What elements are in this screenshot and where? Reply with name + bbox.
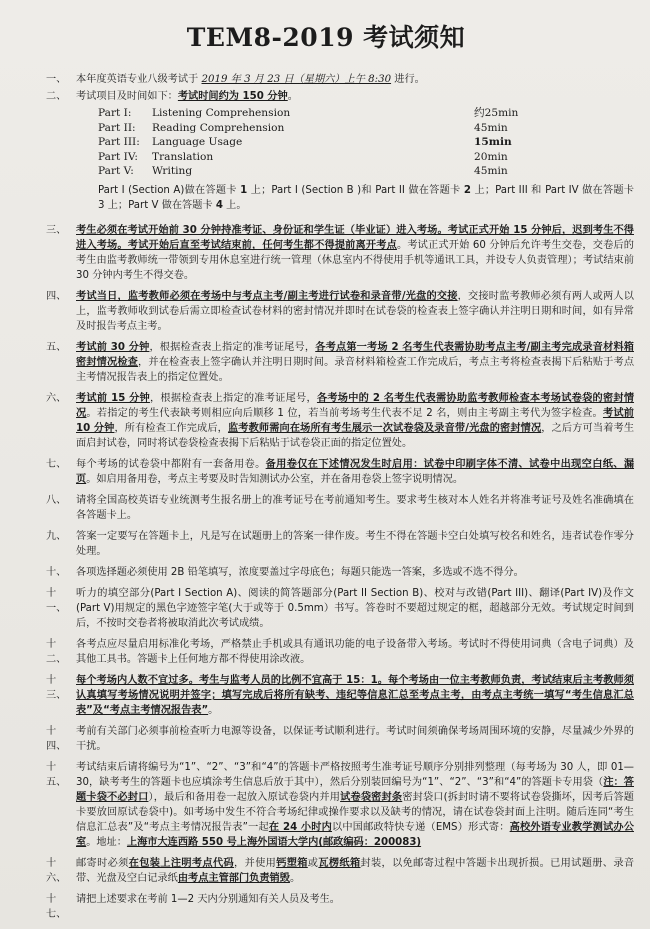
item-number: 十六、 — [46, 857, 67, 884]
text-segment: 进行。 — [391, 74, 425, 85]
item-number: 三、 — [46, 224, 67, 236]
item-text — [76, 586, 634, 631]
item-number: 四、 — [46, 290, 67, 302]
item-text — [76, 457, 634, 487]
text-segment: 。若指定的考生代表缺考则相应向后顺移 1 位，若当前考场考生代表不足 2 名，则由主考副主考代为签字检查。 — [86, 407, 603, 419]
text-segment: ，根据检查表上指定的准考证尾号， — [149, 341, 316, 353]
item-text — [76, 673, 634, 718]
text-segment: 请将全国高校英语专业统测考生报名册上的准考证号在考前通知考生。要求考生核对本人姓名并将准考证号及姓名准确填在各答题卡上。 — [76, 494, 634, 521]
item-text — [76, 89, 634, 104]
item-number: 一、 — [46, 74, 67, 85]
item-number: 九、 — [46, 530, 67, 542]
item-number: 十三、 — [46, 674, 67, 701]
text-segment: 钙塑箱 — [276, 857, 308, 869]
item-number: 二、 — [46, 91, 67, 102]
part-code: Part III: — [98, 136, 140, 149]
text-segment: 本年度英语专业八级考试于 — [76, 74, 202, 85]
item-number: 六、 — [46, 392, 67, 404]
exam-part-row — [98, 164, 634, 179]
text-segment: ，并使用 — [234, 857, 277, 869]
text-segment: 听力的填空部分(Part I Section A)、阅读的简答题部分(Part II Section B)、校对与改错(Part III)、翻译(Part IV)及作文(Part V)用规定的黑色字迹签字笔(大于或等于 0.5mm）书写。答卷时不要超过规定的框，超越部分无效。考试规定时间到后，不按时交卷者将被取消此次考试成绩。 — [76, 587, 634, 629]
text-segment: 1 — [240, 184, 248, 196]
part-name: Listening Comprehension — [152, 107, 291, 119]
text-segment: 4 — [215, 199, 223, 211]
notice-item — [18, 391, 634, 451]
notice-item — [18, 289, 634, 334]
text-segment: 。如启用备用卷，考点主考要及时告知测试办公室，并在备用卷袋上签字说明情况。 — [86, 473, 464, 485]
item-text — [76, 223, 634, 283]
text-segment: 请把上述要求在考前 1—2 天内分别通知有关人员及考生。 — [76, 893, 340, 905]
text-segment: 或 — [307, 857, 319, 869]
text-segment: 考试当日，监考教师必须在考场中与考点主考/副主考进行试卷和录音带/光盘的交接 — [76, 290, 458, 302]
text-segment: 各考点应尽量启用标准化考场，严格禁止手机或具有通讯功能的电子设备带入考场。考试时不得使用词典（含电子词典）及其他工具书。答题卡上任何地方都不得使用涂改液。 — [76, 638, 634, 665]
notice-item — [18, 724, 634, 754]
notice-items-main — [18, 223, 634, 922]
text-segment: 考试前 15 分钟 — [76, 392, 150, 404]
notice-item — [18, 223, 634, 283]
text-segment: 2019 年 3 月 23 日（星期六）上午 8:30 — [201, 74, 392, 85]
text-segment: 考试项目及时间如下： — [76, 91, 178, 102]
text-segment: ，根据检查表上指定的准考证尾号， — [149, 392, 317, 404]
exam-part-row — [98, 106, 634, 121]
notice-item — [18, 493, 634, 523]
text-segment: 考生必须在考试开始前 30 分钟持准考证、身份证和学生证（毕业证）进入考场。考试正式开始 15 分钟后，迟到考生不得进入考场。考试开始后直至考试结束前，任何考生都不得提前离开考点 — [76, 224, 634, 251]
part-name: Reading Comprehension — [152, 121, 285, 134]
item-number: 十一、 — [46, 587, 67, 614]
notice-item — [18, 586, 634, 631]
text-segment: 以中国邮政特快专递（EMS）形式寄： — [332, 821, 510, 833]
text-segment: ，并在检查表上签字确认并注明日期时间。录音材料箱检查工作完成后，考点主考将检查表揭下后粘贴于考点主考情况报告表上的指定位置处。 — [76, 356, 635, 383]
item-text — [76, 391, 634, 451]
notice-item — [18, 457, 634, 487]
notice-item — [18, 760, 634, 850]
part-code: Part V: — [98, 165, 134, 178]
text-segment: 在 24 小时内 — [268, 821, 333, 833]
item-number: 八、 — [46, 494, 67, 506]
exam-part-row — [98, 150, 634, 165]
part-time: 20min — [474, 150, 508, 163]
text-segment: 。 — [287, 91, 298, 102]
item-number: 十七、 — [46, 893, 67, 920]
text-segment: 瓦楞纸箱 — [318, 857, 361, 869]
page-title: TEM8-2019 考试须知 — [186, 23, 466, 52]
item-text — [76, 760, 634, 850]
text-segment: 。 — [289, 872, 301, 884]
exam-part-row — [98, 135, 634, 150]
notice-item — [18, 637, 634, 667]
text-segment: 上；Part I (Section B )和 Part II 做在答题卡 — [247, 184, 464, 196]
notice-item — [18, 892, 634, 922]
text-segment: 每个考场的试卷袋中都附有一套备用卷。 — [76, 458, 266, 470]
text-segment: Part I (Section A)做在答题卡 — [98, 184, 241, 196]
part-time: 45min — [474, 121, 508, 134]
part-time: 约25min — [474, 107, 519, 119]
item-number: 十、 — [46, 566, 67, 578]
item-number: 七、 — [46, 458, 67, 470]
item-text — [76, 565, 634, 580]
notice-items-top — [18, 72, 634, 104]
text-segment: 各项选择题必须使用 2B 铅笔填写，浓度要盖过字母底色；每题只能选一答案，多选或不选不得分。 — [76, 566, 524, 578]
text-segment: 由考点主管部门负责销毁 — [177, 872, 290, 884]
item-number: 五、 — [46, 341, 67, 353]
text-segment: 在包装上注明考点代码 — [128, 857, 235, 869]
text-segment: ，交接时监考教师必须有两人或两人以上，监考教师收到试卷后需立即检查试卷材料的密封情况并即时在试卷袋的检查表上签字确认并注明日期和时间，如有异常及时报告考点主考。 — [76, 290, 634, 332]
item-number: 十五、 — [46, 761, 67, 788]
text-segment: 高校外语专业教学测试办公室 — [76, 821, 634, 848]
text-segment: 各考场中的 2 名考生代表需协助监考教师检查本考场试卷袋的密封情况 — [76, 392, 635, 419]
text-segment: 。地址： — [86, 836, 127, 848]
part-name: Language Usage — [152, 136, 243, 149]
item-text — [76, 493, 634, 523]
text-segment: 备用卷仅在下述情况发生时启用：试卷中印刷字体不清、试卷中出现空白纸、漏页 — [76, 458, 635, 485]
part-code: Part II: — [98, 121, 136, 134]
item-text — [76, 340, 634, 385]
part-name: Writing — [152, 165, 193, 178]
exam-part-row — [98, 121, 634, 136]
text-segment: 试卷袋密封条 — [340, 791, 403, 803]
answer-sheet-note — [98, 183, 634, 213]
part-time: 15min — [474, 136, 512, 149]
notice-item — [18, 673, 634, 718]
notice-item — [18, 565, 634, 580]
text-segment: 2 — [463, 184, 472, 196]
part-time: 45min — [474, 165, 508, 178]
text-segment: 考试前 30 分钟 — [76, 341, 150, 353]
item-text — [76, 529, 634, 559]
notice-item — [18, 529, 634, 559]
item-text — [76, 289, 634, 334]
text-segment: 每个考场内人数不宜过多。考生与监考人员的比例不宜高于 15：1。每个考场由一位主考教师负责，考试结束后主考教师须认真填写考场情况说明并签字；填写完成后将所有缺考、违纪等信息汇总至考点主考，由考点主考统一填写“考生信息汇总表”及“考点主考情况报告表” — [76, 674, 634, 716]
notice-item — [18, 856, 634, 886]
text-segment: ），最后和备用卷一起放入原试卷袋内并用 — [148, 791, 341, 803]
text-segment: 上。 — [222, 199, 247, 211]
text-segment: 监考教师需向在场所有考生展示一次试卷袋及录音带/光盘的密封情况 — [227, 422, 542, 434]
text-segment: 考前有关部门必须事前检查听力电源等设备，以保证考试顺利进行。考试时间须确保考场周围环境的安静，尽量减少外界的干扰。 — [76, 725, 634, 752]
text-segment: 上；Part III 和 Part IV 做在答题卡 3 上；Part V 做在答题卡 — [98, 184, 634, 211]
text-segment: 考试前 10 分钟 — [76, 407, 634, 434]
part-name: Translation — [152, 150, 214, 163]
text-segment: 邮寄时必须 — [76, 857, 129, 869]
text-segment: 上海市大连西路 550 号上海外国语大学内(邮政编码：200083) — [126, 836, 422, 848]
item-number: 十二、 — [46, 638, 67, 665]
item-text — [76, 724, 634, 754]
text-segment: 密封袋口(拆封时请不要将试卷袋撕坏，因考后答题卡要放回原试卷袋中)。如考场中发生不符合考场纪律或操作要求以及缺考的情况，请在试卷袋封面上注明。随后连同“考生信息汇总表”及“考点主考情况报告表”一起 — [76, 791, 634, 833]
notice-item — [18, 340, 634, 385]
item-text — [76, 72, 634, 87]
text-segment: ，所有检查工作完成后， — [114, 422, 228, 434]
text-segment: 注：答题卡袋不必封口 — [76, 776, 634, 803]
text-segment: 。考试正式开始 60 分钟后允许考生交卷，交卷后的考生由监考教师统一带领到专用休息室进行统一管理（休息室内不得使用手机等通讯工具，并设专人负责管理）；考试结束前 30 分钟内考生不得交卷。 — [76, 239, 634, 281]
text-segment: 各考点第一考场 2 名考生代表需协助考点主考/副主考完成录音材料箱密封情况检查 — [76, 341, 634, 368]
item-number: 十四、 — [46, 725, 67, 752]
part-code: Part I: — [98, 107, 132, 119]
text-segment: 考试时间约为 150 分钟 — [177, 91, 288, 102]
text-segment: 答案一定要写在答题卡上，凡是写在试题册上的答案一律作废。考生不得在答题卡空白处填写校名和姓名，违者试卷作零分处理。 — [76, 530, 634, 557]
text-segment: ，之后方可当着考生面启封试卷，同时将试卷袋检查表揭下后粘贴于试卷袋正面的指定位置处。 — [76, 422, 635, 449]
text-segment: 。 — [208, 704, 219, 716]
text-segment: 考试结束后请将编号为“1”、“2”、“3”和“4”的答题卡严格按照考生准考证号顺序分别排列整理（每考场为 30 人，即 01—30，缺考考生的答题卡也应填涂考生信息后放于其中），然后分别装回编号为“1”、“2”、“3”和“4”的答题卡专用袋（ — [76, 761, 634, 788]
notice-item — [18, 89, 634, 104]
item-text — [76, 892, 634, 922]
part-code: Part IV: — [98, 150, 138, 163]
notice-item — [18, 72, 634, 87]
exam-parts-table — [98, 106, 634, 179]
text-segment: 封装，以免邮寄过程中答题卡出现折损。已用试题册、录音带、光盘及空白记录纸 — [76, 857, 635, 884]
item-text — [76, 637, 634, 667]
item-text — [76, 856, 634, 886]
